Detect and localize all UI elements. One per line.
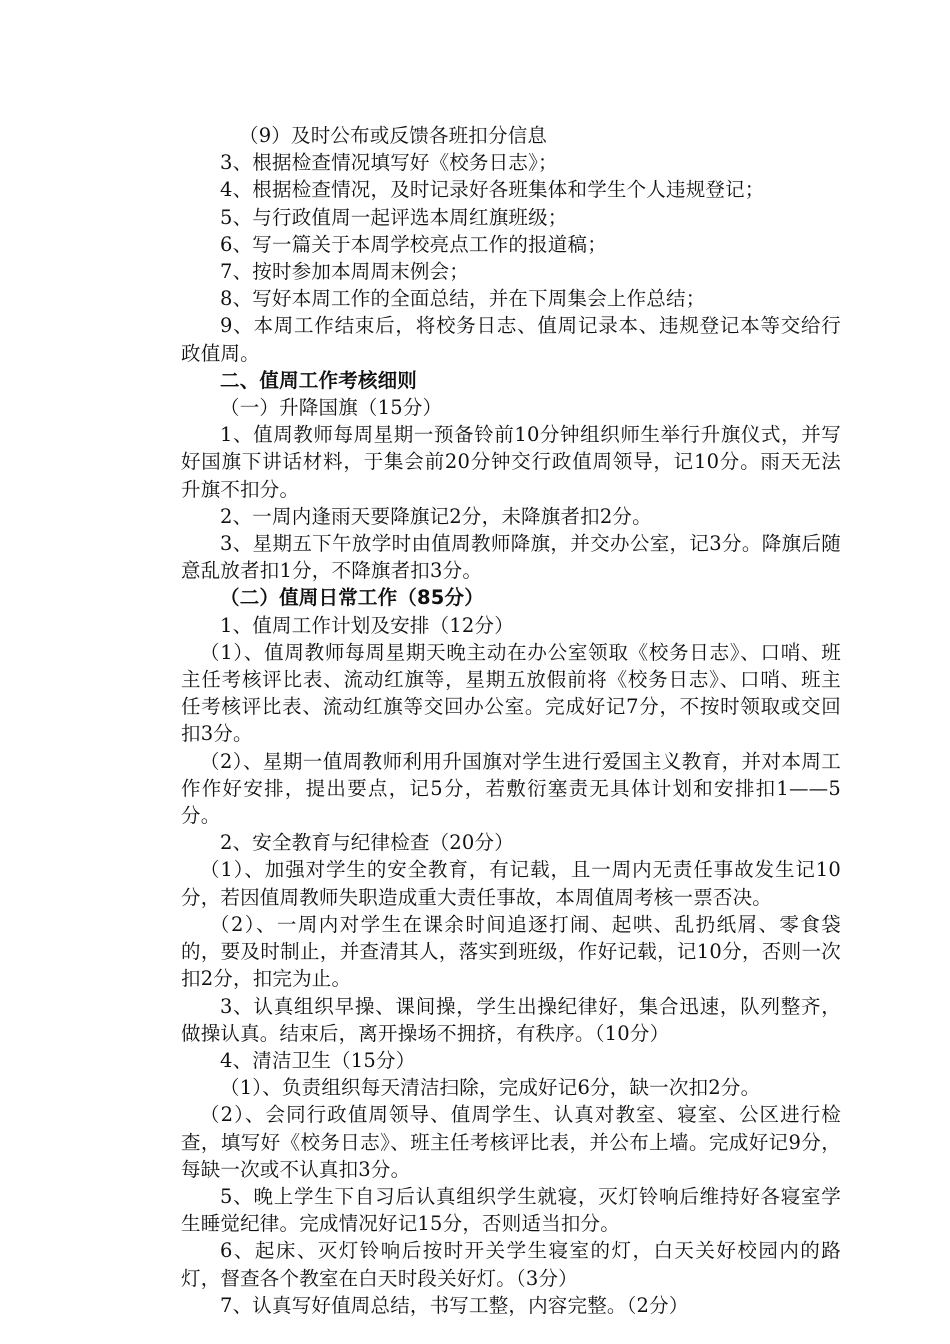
paragraph-line: 4、根据检查情况，及时记录好各班集体和学生个人违规登记； bbox=[220, 178, 765, 202]
paragraph-line: 5、与行政值周一起评选本周红旗班级； bbox=[220, 205, 568, 229]
subsection-heading: （一）升降国旗（15分） bbox=[220, 396, 443, 420]
paragraph: （2）、会同行政值周领导、值周学生、认真对教室、寝室、公区进行检查，填写好《校务日志》、班主任考核评比表，并公布上墙。完成好记9分，每缺一次或不认真扣3分。 bbox=[181, 1103, 841, 1181]
section-heading: 二、值周工作考核细则 bbox=[220, 368, 418, 392]
item-heading: 4、清洁卫生（15分） bbox=[220, 1048, 416, 1072]
document-body bbox=[181, 122, 841, 1319]
paragraph-line: 7、按时参加本周周末例会； bbox=[220, 260, 470, 284]
item-heading: 2、安全教育与纪律检查（20分） bbox=[220, 831, 514, 855]
paragraph: 5、晚上学生下自习后认真组织学生就寝，灭灯铃响后维持好各寝室学生睡觉纪律。完成情况好记15分，否则适当扣分。 bbox=[181, 1184, 841, 1236]
subsection-heading: （二）值周日常工作（85分） bbox=[220, 586, 484, 610]
paragraph: （1）、值周教师每周星期天晚主动在办公室领取《校务日志》、口哨、班主任考核评比表、流动红旗等，星期五放假前将《校务日志》、口哨、班主任考核评比表、流动红旗等交回办公室。完成好记7分，不按时领取或交回扣3分。 bbox=[181, 640, 841, 746]
item-heading: 1、值周工作计划及安排（12分） bbox=[220, 613, 514, 637]
paragraph: 9、本周工作结束后，将校务日志、值周记录本、违规登记本等交给行政值周。 bbox=[181, 314, 841, 365]
paragraph: 3、星期五下午放学时由值周教师降旗，并交办公室，记3分。降旗后随意乱放者扣1分，不降旗者扣3分。 bbox=[181, 532, 841, 583]
paragraph-line: 6、写一篇关于本周学校亮点工作的报道稿； bbox=[220, 232, 607, 256]
paragraph: 3、认真组织早操、课间操，学生出操纪律好，集合迅速，队列整齐，做操认真。结束后，离开操场不拥挤，有秩序。（10分） bbox=[181, 994, 841, 1045]
paragraph: 1、值周教师每周星期一预备铃前10分钟组织师生举行升旗仪式，并写好国旗下讲话材料，于集会前20分钟交行政值周领导，记10分。雨天无法升旗不扣分。 bbox=[181, 423, 841, 501]
paragraph: （2）、星期一值周教师利用升国旗对学生进行爱国主义教育，并对本周工作作好安排，提出要点，记5分，若敷衍塞责无具体计划和安排扣1——5分。 bbox=[181, 749, 841, 828]
paragraph: 6、起床、灭灯铃响后按时开关学生寝室的灯，白天关好校园内的路灯，督查各个教室在白天时段关好灯。（3分） bbox=[181, 1239, 841, 1290]
paragraph: 2、一周内逢雨天要降旗记2分，未降旗者扣2分。 bbox=[220, 504, 652, 528]
paragraph-line: （9）及时公布或反馈各班扣分信息 bbox=[239, 124, 548, 147]
paragraph: 7、认真写好值周总结，书写工整，内容完整。（2分） bbox=[220, 1293, 689, 1317]
paragraph: （2）、一周内对学生在课余时间追逐打闹、起哄、乱扔纸屑、零食袋的，要及时制止，并查清其人，落实到班级，作好记载，记10分，否则一次扣2分，扣完为止。 bbox=[181, 912, 841, 991]
paragraph: （1）、负责组织每天清洁扫除，完成好记6分，缺一次扣2分。 bbox=[220, 1076, 761, 1100]
paragraph: （1）、加强对学生的安全教育，有记载，且一周内无责任事故发生记10分，若因值周教师失职造成重大责任事故，本周值周考核一票否决。 bbox=[181, 858, 841, 909]
paragraph-line: 8、写好本周工作的全面总结，并在下周集会上作总结； bbox=[220, 287, 706, 311]
paragraph-line: 3、根据检查情况填写好《校务日志》； bbox=[220, 151, 558, 175]
